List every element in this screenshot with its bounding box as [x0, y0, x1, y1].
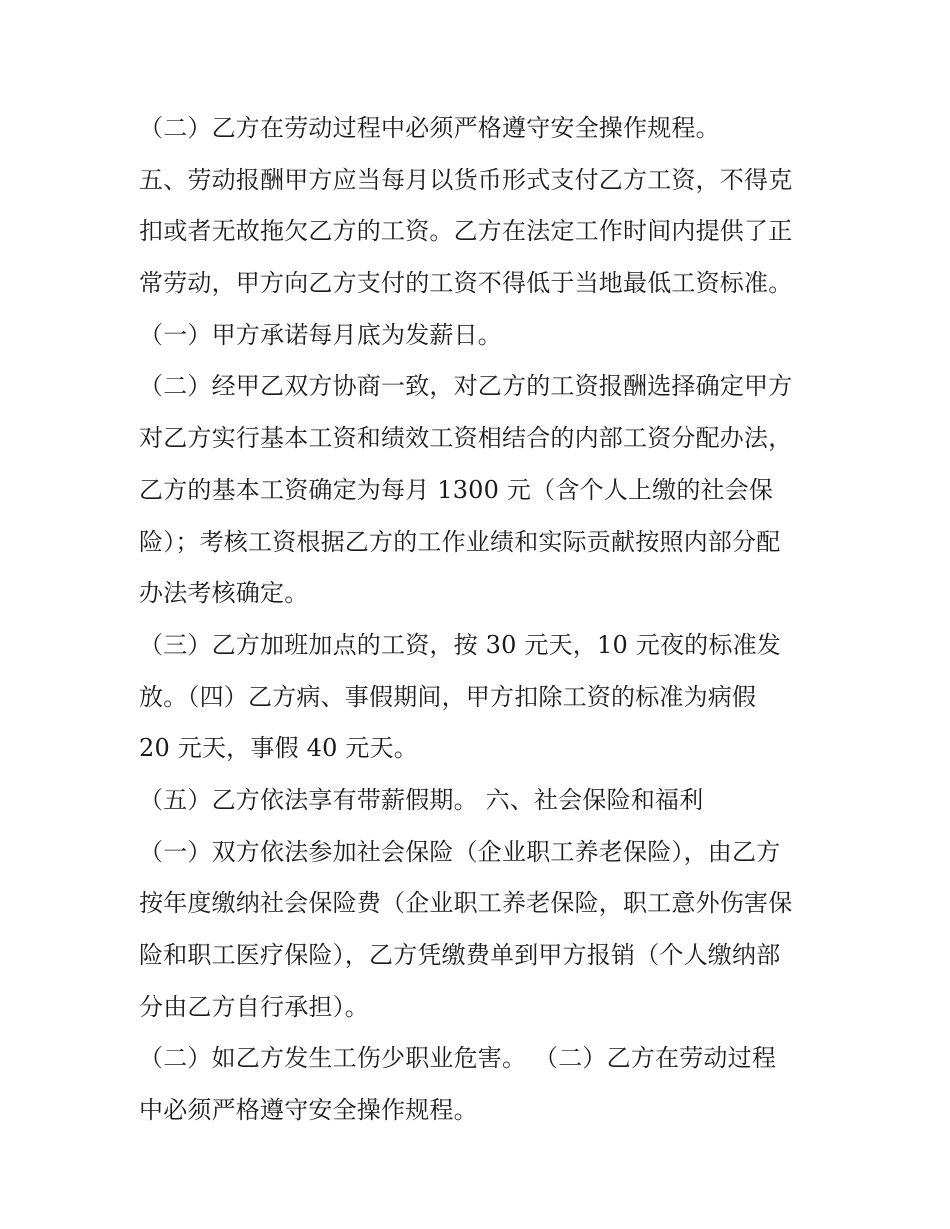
text-line: （一）甲方承诺每月底为发薪日。	[139, 320, 502, 349]
text-line: （三）乙方加班加点的工资，按 30 元天，10 元夜的标准发	[139, 630, 781, 659]
text-line: 五、劳动报酬甲方应当每月以货币形式支付乙方工资，不得克	[139, 165, 793, 194]
text-line: 按年度缴纳社会保险费（企业职工养老保险，职工意外伤害保	[139, 889, 793, 918]
text-line: 乙方的基本工资确定为每月 1300 元（含个人上缴的社会保	[139, 475, 774, 504]
text-line: 办法考核确定。	[139, 579, 309, 608]
document-body	[139, 103, 829, 1137]
text-line: 中必须严格遵守安全操作规程。	[139, 1096, 478, 1125]
text-line: （二）如乙方发生工伤少职业危害。 （二）乙方在劳动过程	[139, 1044, 777, 1073]
text-line: 放。（四）乙方病、事假期间，甲方扣除工资的标准为病假	[139, 682, 757, 711]
text-line: 常劳动，甲方向乙方支付的工资不得低于当地最低工资标准。	[139, 269, 793, 298]
text-line: （二）乙方在劳动过程中必须严格遵守安全操作规程。	[139, 114, 720, 142]
text-line: （二）经甲乙双方协商一致，对乙方的工资报酬选择确定甲方	[139, 372, 793, 401]
text-line: 险和职工医疗保险），乙方凭缴费单到甲方报销（个人缴纳部	[139, 941, 781, 969]
text-line: （一）双方依法参加社会保险（企业职工养老保险），由乙方	[139, 837, 781, 866]
text-line: 险）；考核工资根据乙方的工作业绩和实际贡献按照内部分配	[139, 527, 781, 556]
text-line: （五）乙方依法享有带薪假期。 六、社会保险和福利	[139, 785, 704, 814]
text-line: 扣或者无故拖欠乙方的工资。乙方在法定工作时间内提供了正	[139, 217, 793, 246]
text-line: 对乙方实行基本工资和绩效工资相结合的内部工资分配办法，	[139, 424, 793, 453]
text-line: 分由乙方自行承担）。	[139, 992, 369, 1021]
text-line: 20 元天，事假 40 元天。	[139, 734, 418, 763]
